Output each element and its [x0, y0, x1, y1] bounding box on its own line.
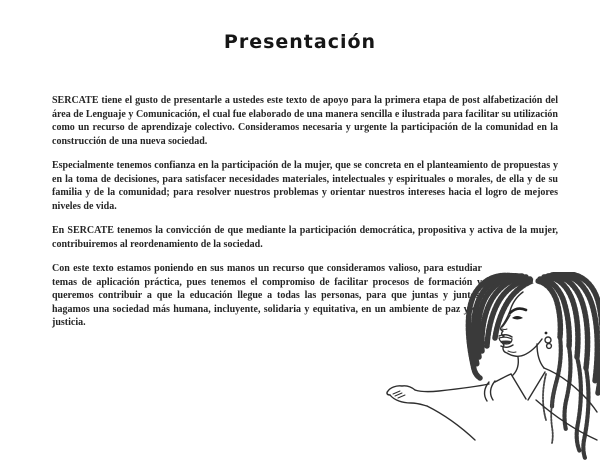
paragraph-2: Especialmente tenemos confianza en la participación de la mujer, que se concreta en el planteamiento de propuestas y en la toma de decisiones, para satisfacer necesidades materiales, intelectuales y espirituales o morales, de ella y de su familia y de la comunidad; para resolver nuestros problemas y orientar nuestros intereses hacia el logro de mejores niveles de vida.	[52, 160, 558, 212]
paragraph-3: En SERCATE tenemos la convicción de que mediante la participación democrática, propositiva y activa de la mujer, contribuiremos al reordenamiento de la sociedad.	[52, 225, 558, 250]
paragraph-1: SERCATE tiene el gusto de presentarle a ustedes este texto de apoyo para la primera etapa de post alfabetización del área de Lenguaje y Comunicación, el cual fue elaborado de una manera sencilla e ilustrada para facilitar su utilización como un recurso de aprendizaje colectivo. Consideramos necesaria y urgente la participación de la comunidad en la construcción de una nueva sociedad.	[52, 95, 558, 147]
woman-illustration	[385, 272, 600, 461]
page-title: Presentación	[223, 31, 377, 53]
paragraph-4: Con este texto estamos poniendo en sus manos un recurso que consideramos valioso, para estudiar temas de aplicación práctica, pues tenemos el compromiso de facilitar procesos de formación y queremos contribuir a que la educación llegue a todas las personas, para que juntas y juntos, hagamos una sociedad más humana, incluyente, solidaria y equitativa, en un ambiente de paz y de justicia.	[52, 263, 482, 328]
